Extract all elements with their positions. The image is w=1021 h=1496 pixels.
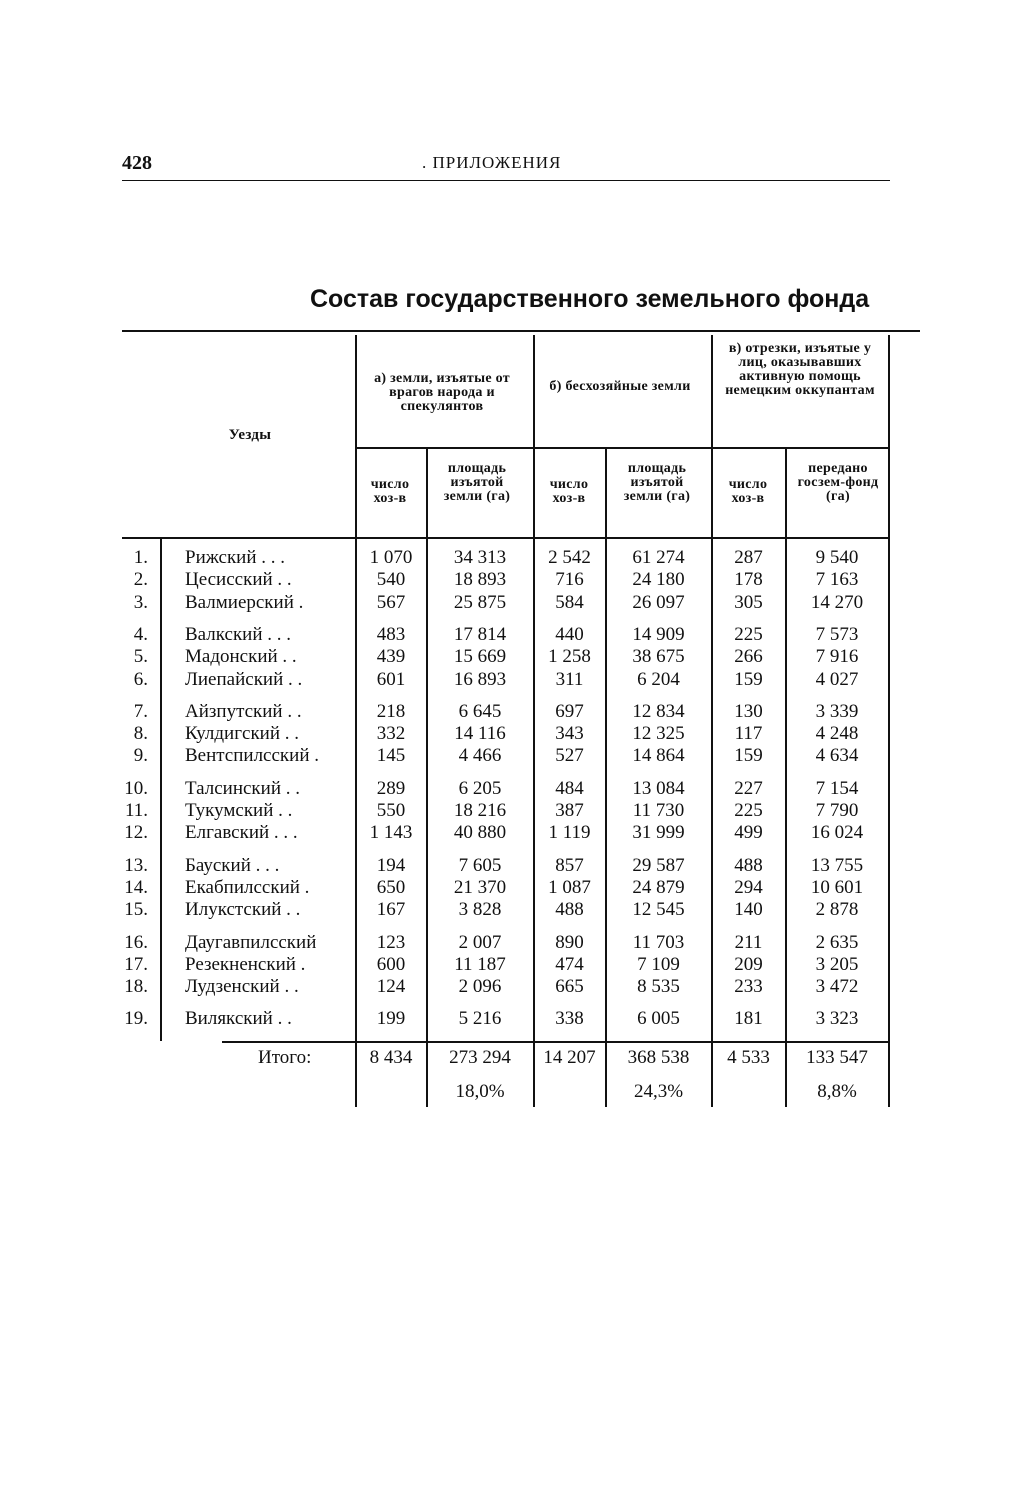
row-v-area: 4 027 [815,668,859,690]
row-b-area: 11 703 [632,931,685,953]
header-b-area: площадь изъятой земли (га) [623,461,691,504]
row-v-count: 140 [734,899,763,921]
row-a-count: 540 [376,569,406,591]
total-a-area: 273 294 [449,1047,511,1068]
row-b-count: 440 [555,623,584,645]
row-uezd-name: Валмиерский . [185,591,304,613]
row-a-count: 332 [376,723,406,745]
row-a-area: 34 313 [453,547,507,568]
row-index: 16. [124,931,148,953]
row-a-count: 123 [376,931,406,953]
row-v-area: 10 601 [810,876,864,898]
row-uezd-name: Елгавский . . . [185,822,298,844]
row-v-count: 225 [734,623,763,645]
row-v-count: 225 [734,800,763,821]
row-v-area: 7 573 [815,623,859,645]
row-b-count: 527 [555,745,584,767]
row-a-area: 14 116 [454,723,506,745]
row-b-area: 38 675 [632,646,685,668]
row-b-area: 7 109 [637,953,680,975]
row-v-area: 14 270 [810,591,864,613]
row-index: 13. [124,854,148,876]
row-b-count: 2 542 [548,547,591,568]
row-b-count: 697 [555,700,584,722]
row-uezd-name: Айзпутский . . [185,700,302,722]
total-v-area: 133 547 [806,1047,868,1068]
row-v-area: 4 634 [815,745,859,767]
row-a-count: 194 [376,854,406,876]
row-uezd-name: Бауский . . . [185,854,280,876]
row-a-count: 124 [376,976,406,998]
row-uezd-name: Талсинский . . [185,777,300,799]
row-a-count: 601 [376,668,406,690]
row-a-count: 145 [376,745,406,767]
row-uezd-name: Тукумский . . [185,800,293,821]
row-a-count: 439 [376,646,406,668]
row-v-area: 3 339 [815,700,859,722]
row-v-area: 7 790 [815,800,859,821]
total-a-percent: 18,0% [455,1081,505,1102]
row-b-count: 1 258 [548,646,591,668]
row-b-area: 14 864 [632,745,685,767]
row-index: 10. [124,777,148,799]
row-uezd-name: Лудзенский . . [185,976,299,998]
row-index: 4. [133,623,148,645]
row-a-area: 5 216 [458,1008,502,1030]
total-b-percent: 24,3% [633,1081,684,1102]
row-a-area: 6 205 [458,777,502,799]
running-header [122,150,890,181]
subheader-rule [355,447,889,449]
row-index: 5. [133,646,148,668]
row-v-area: 7 154 [815,777,859,799]
row-v-area: 16 024 [810,822,864,844]
row-b-area: 26 097 [632,591,685,613]
row-a-area: 18 893 [453,569,507,591]
row-index: 6. [133,668,148,690]
header-a-area: площадь изъятой земли (га) [443,461,511,504]
row-a-area: 4 466 [458,745,502,767]
row-a-count: 289 [376,777,406,799]
total-b-area: 368 538 [627,1047,690,1068]
row-v-count: 181 [734,1008,763,1030]
row-b-area: 12 545 [632,899,685,921]
row-v-area: 7 916 [815,646,859,668]
header-group-b: б) бесхозяйные земли [549,379,691,394]
row-uezd-name: Вилякский . . [185,1008,292,1030]
row-v-area: 4 248 [815,723,859,745]
row-a-area: 17 814 [453,623,507,645]
row-v-area: 3 323 [815,1008,859,1030]
row-b-count: 311 [555,668,584,690]
row-v-count: 211 [734,931,763,953]
row-a-area: 3 828 [458,899,502,921]
table-title: Состав государственного земельного фонда [310,285,870,313]
row-v-count: 266 [734,646,763,668]
row-b-count: 387 [555,800,584,821]
row-a-count: 199 [376,1008,406,1030]
row-b-count: 890 [555,931,584,953]
row-b-count: 488 [555,899,584,921]
row-a-count: 167 [376,899,406,921]
total-v-percent: 8,8% [817,1081,857,1102]
row-v-area: 13 755 [810,854,864,876]
row-b-area: 6 204 [637,668,680,690]
row-b-count: 338 [555,1008,584,1030]
row-v-area: 7 163 [815,569,859,591]
header-a-count: число хоз-в [370,477,410,506]
row-v-count: 287 [734,547,763,568]
header-v-transferred: передано госзем-фонд (га) [797,461,879,504]
row-a-area: 2 096 [458,976,502,998]
row-uezd-name: Мадонский . . [185,646,297,668]
vline-right [888,335,890,1107]
row-index: 19. [124,1008,148,1030]
row-v-count: 294 [734,876,763,898]
page-number: 428 [122,152,152,174]
row-index: 12. [124,822,148,844]
row-uezd-name: Екабпилсский . [185,876,310,898]
row-index: 14. [124,876,148,898]
row-uezd-name: Резекненский . [185,953,306,975]
running-title: . ПРИЛОЖЕНИЯ [422,153,562,172]
row-uezd-name: Илукстский . . [185,899,301,921]
row-b-count: 484 [555,777,584,799]
row-index: 7. [133,700,148,722]
header-group-a: а) земли, изъятые от врагов народа и спекулянтов [374,371,510,414]
row-b-count: 857 [555,854,584,876]
row-index: 18. [124,976,148,998]
row-v-count: 159 [734,668,763,690]
row-b-area: 12 834 [632,700,685,722]
header-b-count: число хоз-в [549,477,589,506]
row-index: 3. [133,591,148,613]
row-uezd-name: Рижский . . . [185,547,286,568]
vline-index [160,538,162,1041]
row-b-count: 1 087 [548,876,591,898]
row-a-area: 25 875 [453,591,507,613]
row-b-area: 24 180 [632,569,685,591]
row-b-area: 13 084 [632,777,685,799]
row-v-area: 2 878 [815,899,859,921]
row-a-area: 40 880 [453,822,507,844]
row-v-area: 9 540 [815,547,859,568]
row-a-area: 18 216 [453,800,507,821]
header-v-count: число хоз-в [728,477,768,506]
row-b-area: 14 909 [632,623,685,645]
row-uezd-name: Валкский . . . [185,623,292,645]
row-b-area: 6 005 [637,1008,680,1030]
total-rule [222,1041,890,1043]
total-v-count: 4 533 [727,1047,770,1068]
row-index: 1. [133,547,148,568]
row-a-count: 600 [376,953,406,975]
row-b-area: 24 879 [632,876,685,898]
row-b-area: 31 999 [632,822,685,844]
row-a-area: 15 669 [453,646,507,668]
row-a-area: 11 187 [454,953,506,975]
row-v-count: 499 [734,822,763,844]
row-a-count: 218 [376,700,406,722]
total-a-count: 8 434 [369,1047,413,1068]
row-v-count: 209 [734,953,763,975]
row-v-count: 227 [734,777,763,799]
row-a-count: 483 [376,623,406,645]
row-b-area: 8 535 [637,976,680,998]
row-v-count: 117 [734,723,763,745]
row-a-area: 16 893 [453,668,507,690]
row-v-count: 159 [734,745,763,767]
row-b-area: 61 274 [632,547,685,568]
total-label: Итого: [258,1047,312,1068]
row-a-area: 21 370 [453,876,507,898]
table-top-rule [122,330,920,332]
row-index: 17. [124,953,148,975]
row-index: 8. [133,723,148,745]
row-b-count: 716 [555,569,584,591]
row-v-area: 3 472 [815,976,859,998]
row-b-area: 29 587 [632,854,685,876]
row-b-count: 665 [555,976,584,998]
row-a-count: 567 [376,591,406,613]
row-b-count: 343 [555,723,584,745]
row-index: 11. [124,800,148,821]
row-b-count: 584 [555,591,584,613]
header-uezdy: Уезды [228,427,272,443]
row-uezd-name: Вентспилсский . [185,745,319,767]
row-a-area: 6 645 [458,700,502,722]
row-uezd-name: Цесисский . . [185,569,292,591]
row-v-count: 233 [734,976,763,998]
header-bottom-rule [122,537,890,539]
row-v-count: 178 [734,569,763,591]
row-b-area: 11 730 [632,800,685,821]
row-uezd-name: Кулдигский . . [185,723,300,745]
row-index: 15. [124,899,148,921]
row-a-area: 2 007 [458,931,502,953]
row-a-area: 7 605 [458,854,502,876]
row-v-area: 3 205 [815,953,859,975]
row-v-count: 305 [734,591,763,613]
row-b-area: 12 325 [632,723,685,745]
row-v-count: 130 [734,700,763,722]
total-b-count: 14 207 [543,1047,596,1068]
row-a-count: 550 [376,800,406,821]
row-index: 9. [133,745,148,767]
row-b-count: 474 [555,953,584,975]
row-b-count: 1 119 [548,822,591,844]
row-a-count: 1 070 [369,547,413,568]
row-a-count: 650 [376,876,406,898]
row-index: 2. [133,569,148,591]
row-v-area: 2 635 [815,931,859,953]
row-a-count: 1 143 [369,822,413,844]
row-uezd-name: Даугавпилсский [185,931,317,953]
row-v-count: 488 [734,854,763,876]
header-group-v: в) отрезки, изъятые у лиц, оказывавших активную помощь немецким оккупантам [725,341,875,398]
row-uezd-name: Лиепайский . . [185,668,303,690]
